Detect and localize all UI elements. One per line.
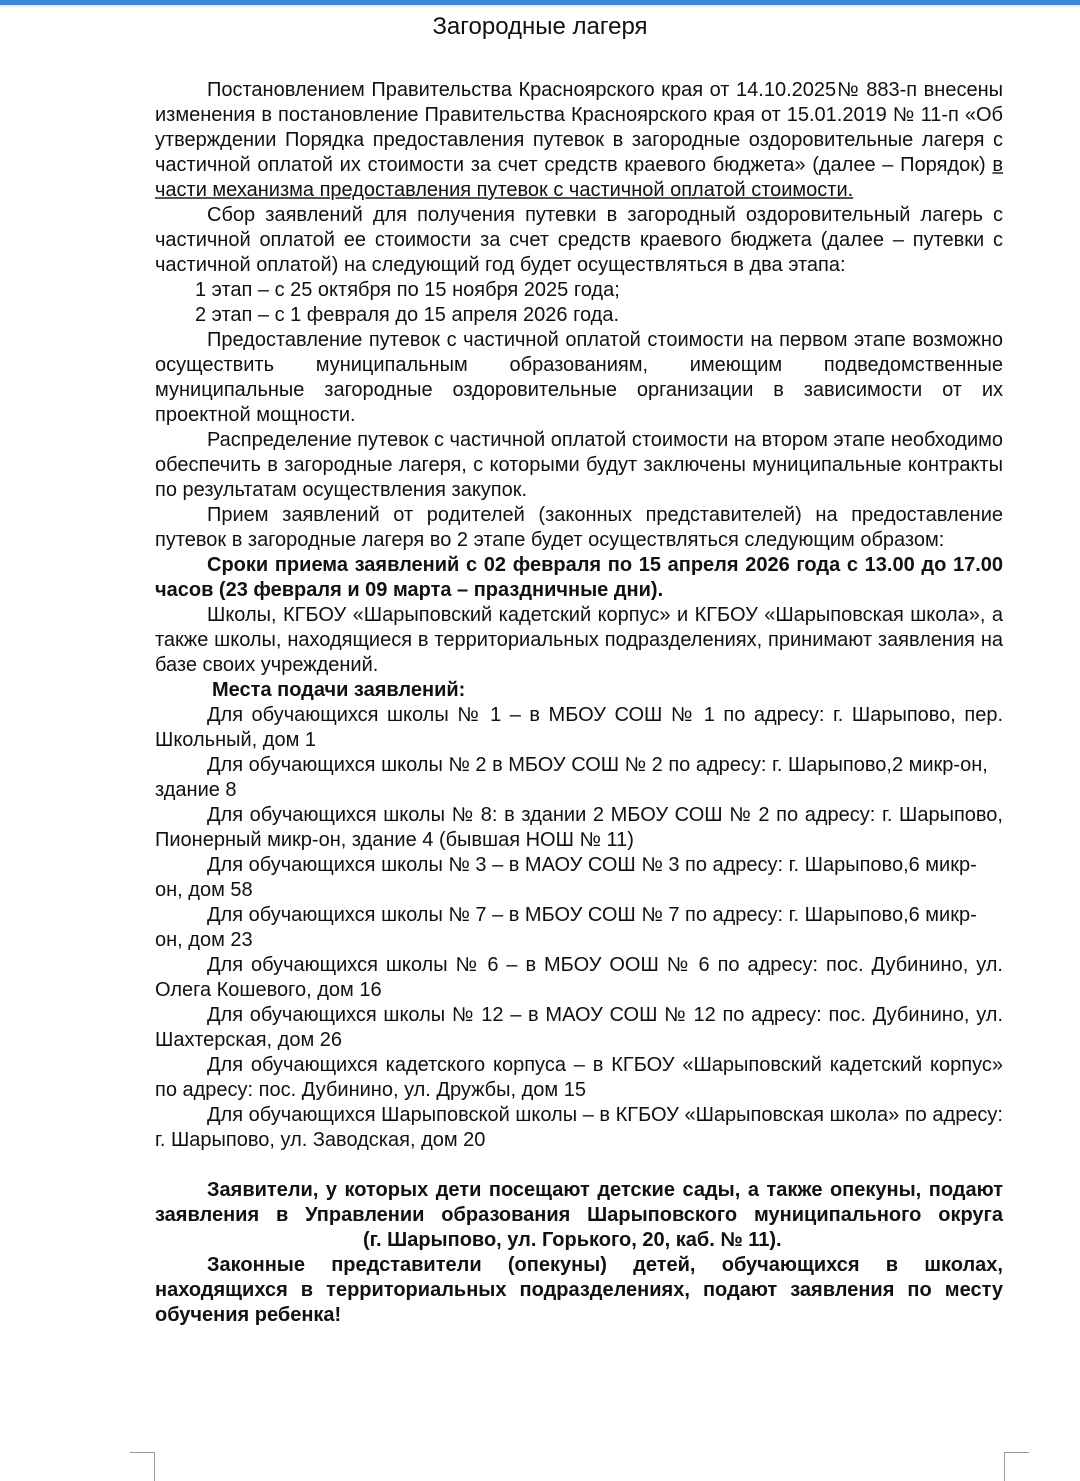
- places-heading: Места подачи заявлений:: [212, 679, 466, 701]
- stage-1: 1 этап – с 25 октября по 15 ноября 2025 года;: [195, 279, 620, 301]
- collection-paragraph: Сбор заявлений для получения путевки в загородный оздоровительный лагерь с частичной оплатой ее стоимости за счет средств краевого бюджета (далее – путевки с частичной оплатой) на следующий год будет осуществляться в два этапа:: [155, 204, 1003, 276]
- place-item-school-1: Для обучающихся школы № 1 – в МБОУ СОШ № 1 по адресу: г. Шарыпово, пер. Школьный, дом 1: [155, 704, 1003, 751]
- kindergarten-address: (г. Шарыпово, ул. Горького, 20, каб. № 11).: [363, 1229, 782, 1251]
- intro-underlined-text: в части механизма предоставления путевок с частичной оплатой стоимости.: [155, 154, 1003, 201]
- place-item-school-3: Для обучающихся школы № 3 – в МАОУ СОШ № 3 по адресу: г. Шарыпово,6 микр-он, дом 58: [155, 854, 977, 901]
- places-list: [155, 703, 1003, 1153]
- place-item-cadet-corps: Для обучающихся кадетского корпуса – в КГБОУ «Шарыповский кадетский корпус» по адресу: пос. Дубинино, ул. Дружбы, дом 15: [155, 1054, 1003, 1101]
- place-item-school-12: Для обучающихся школы № 12 – в МАОУ СОШ № 12 по адресу: пос. Дубинино, ул. Шахтерская, дом 26: [155, 1004, 1003, 1051]
- place-item-school-8: Для обучающихся школы № 8: в здании 2 МБОУ СОШ № 2 по адресу: г. Шарыпово, Пионерный микр-он, здание 4 (бывшая НОШ № 11): [155, 804, 1003, 851]
- second-stage-paragraph: Распределение путевок с частичной оплатой стоимости на втором этапе необходимо обеспечить в загородные лагеря, с которыми будут заключены муниципальные контракты по результатам осуществления закупок.: [155, 429, 1003, 501]
- intro-text: Постановлением Правительства Красноярского края от 14.10.2025№ 883-п внесены изменения в постановление Правительства Красноярского края от 15.01.2019 № 11-п «Об утверждении Порядка предоставления путевок в загородные оздоровительные лагеря с частичной оплатой их стоимости за счет средств краевого бюджета» (далее – Порядок): [155, 79, 1003, 176]
- deadline-paragraph: Сроки приема заявлений с 02 февраля по 15 апреля 2026 года с 13.00 до 17.00 часов (23 февраля и 09 марта – праздничные дни).: [155, 554, 1003, 601]
- schools-paragraph: Школы, КГБОУ «Шарыповский кадетский корпус» и КГБОУ «Шарыповская школа», а также школы, находящиеся в территориальных подразделениях, принимают заявления на базе своих учреждений.: [155, 604, 1003, 676]
- first-stage-paragraph: Предоставление путевок с частичной оплатой стоимости на первом этапе возможно осуществить муниципальным образованиям, имеющим подведомственные муниципальные загородные оздоровительные организации в зависимости от их проектной мощности.: [155, 329, 1003, 426]
- blank-line: [155, 1153, 1003, 1178]
- place-item-school-6: Для обучающихся школы № 6 – в МБОУ ООШ № 6 по адресу: пос. Дубинино, ул. Олега Кошевого, дом 16: [155, 954, 1003, 1001]
- page-corner-mark-left: [130, 1452, 155, 1481]
- stage-2: 2 этап – с 1 февраля до 15 апреля 2026 года.: [195, 304, 619, 326]
- intro-paragraph: [155, 78, 1003, 203]
- place-item-sharypovo-school: Для обучающихся Шарыповской школы – в КГБОУ «Шарыповская школа» по адресу: г. Шарыпово, ул. Заводская, дом 20: [155, 1104, 1003, 1151]
- page-corner-mark-right: [1004, 1452, 1029, 1481]
- document-body: [155, 78, 1003, 1328]
- place-item-school-2: Для обучающихся школы № 2 в МБОУ СОШ № 2 по адресу: г. Шарыпово,2 микр-он, здание 8: [155, 754, 988, 801]
- reception-paragraph: Прием заявлений от родителей (законных представителей) на предоставление путевок в загородные лагеря во 2 этапе будет осуществляться следующим образом:: [155, 504, 1003, 551]
- place-item-school-7: Для обучающихся школы № 7 – в МБОУ СОШ № 7 по адресу: г. Шарыпово,6 микр-он, дом 23: [155, 904, 977, 951]
- top-bar-shadow: [0, 5, 1080, 8]
- guardians-paragraph: Законные представители (опекуны) детей, обучающихся в школах, находящихся в территориальных подразделениях, подают заявления по месту обучения ребенка!: [155, 1254, 1003, 1326]
- document-title: Загородные лагеря: [432, 13, 648, 40]
- kindergarten-text: Заявители, у которых дети посещают детские сады, а также опекуны, подают заявления в Управлении образования Шарыповского муниципального округа: [155, 1179, 1003, 1226]
- kindergarten-paragraph: [155, 1178, 1003, 1253]
